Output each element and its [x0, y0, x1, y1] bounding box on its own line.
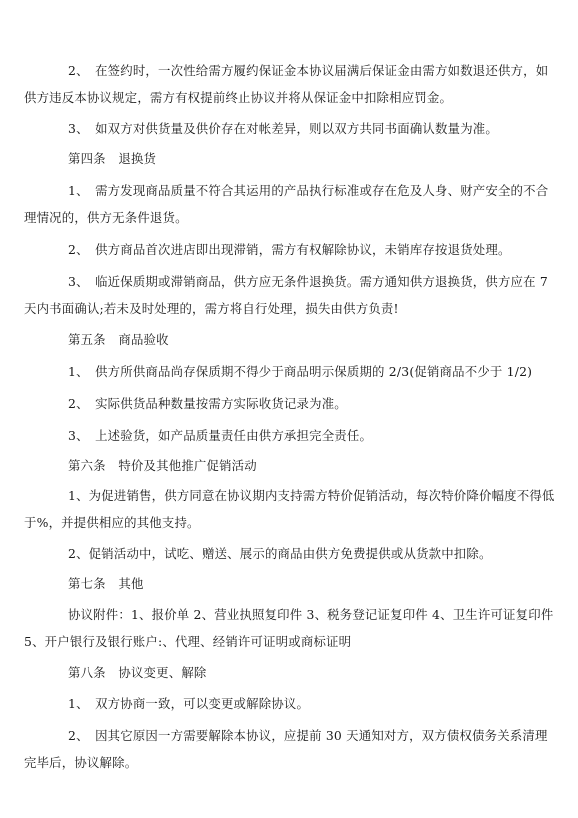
- heading-article-5: 第五条 商品验收: [68, 332, 169, 347]
- paragraph-inspection: 3、 上述验货，如产品质量责任由供方承担完全责任。: [68, 428, 373, 443]
- paragraph-attachments: 协议附件：1、报价单 2、营业执照复印件 3、税务登记证复印件 4、卫生许可证复印件 5、开户银行及银行账户:、代理、经销许可证明或商标证明: [24, 607, 554, 649]
- paragraph-quality-return: 1、 需方发现商品质量不符合其运用的产品执行标准或存在危及人身、财产安全的不合理情况的，供方无条件退货。: [24, 183, 549, 225]
- paragraph-termination: 2、 因其它原因一方需要解除本协议，应提前 30 天通知对方，双方债权债务关系清理完毕后，协议解除。: [24, 728, 548, 770]
- heading-article-7: 第七条 其他: [68, 576, 144, 591]
- heading-article-4: 第四条 退换货: [68, 151, 157, 166]
- paragraph-shelf-life: 1、 供方所供商品尚存保质期不得少于商品明示保质期的 2/3(促销商品不少于 1/2): [68, 364, 533, 379]
- heading-article-8: 第八条 协议变更、解除: [68, 665, 207, 680]
- paragraph-mutual-change: 1、 双方协商一致，可以变更或解除协议。: [68, 696, 310, 711]
- paragraph-slow-selling: 2、 供方商品首次进店即出现滞销，需方有权解除协议，未销库存按退货处理。: [68, 242, 511, 257]
- paragraph-supply-discrepancy: 3、 如双方对供货量及供价存在对帐差异，则以双方共同书面确认数量为准。: [68, 121, 498, 136]
- heading-article-6: 第六条 特价及其他推广促销活动: [68, 458, 257, 473]
- paragraph-promotion: 1、为促进销售，供方同意在协议期内支持需方特价促销活动，每次特价降价幅度不得低于%，并提供相应的其他支持。: [24, 488, 555, 530]
- paragraph-promo-items: 2、促销活动中，试吃、赠送、展示的商品由供方免费提供或从货款中扣除。: [68, 546, 492, 561]
- paragraph-expiry-return: 3、 临近保质期或滞销商品，供方应无条件退换货。需方通知供方退换货，供方应在 7 天内书面确认;若未及时处理的，需方将自行处理，损失由供方负责!: [24, 274, 548, 316]
- paragraph-deposit: 2、 在签约时，一次性给需方履约保证金本协议届满后保证金由需方如数退还供方，如供方违反本协议规定，需方有权提前终止协议并将从保证金中扣除相应罚金。: [24, 63, 549, 105]
- paragraph-actual-quantity: 2、 实际供货品种数量按需方实际收货记录为准。: [68, 396, 347, 411]
